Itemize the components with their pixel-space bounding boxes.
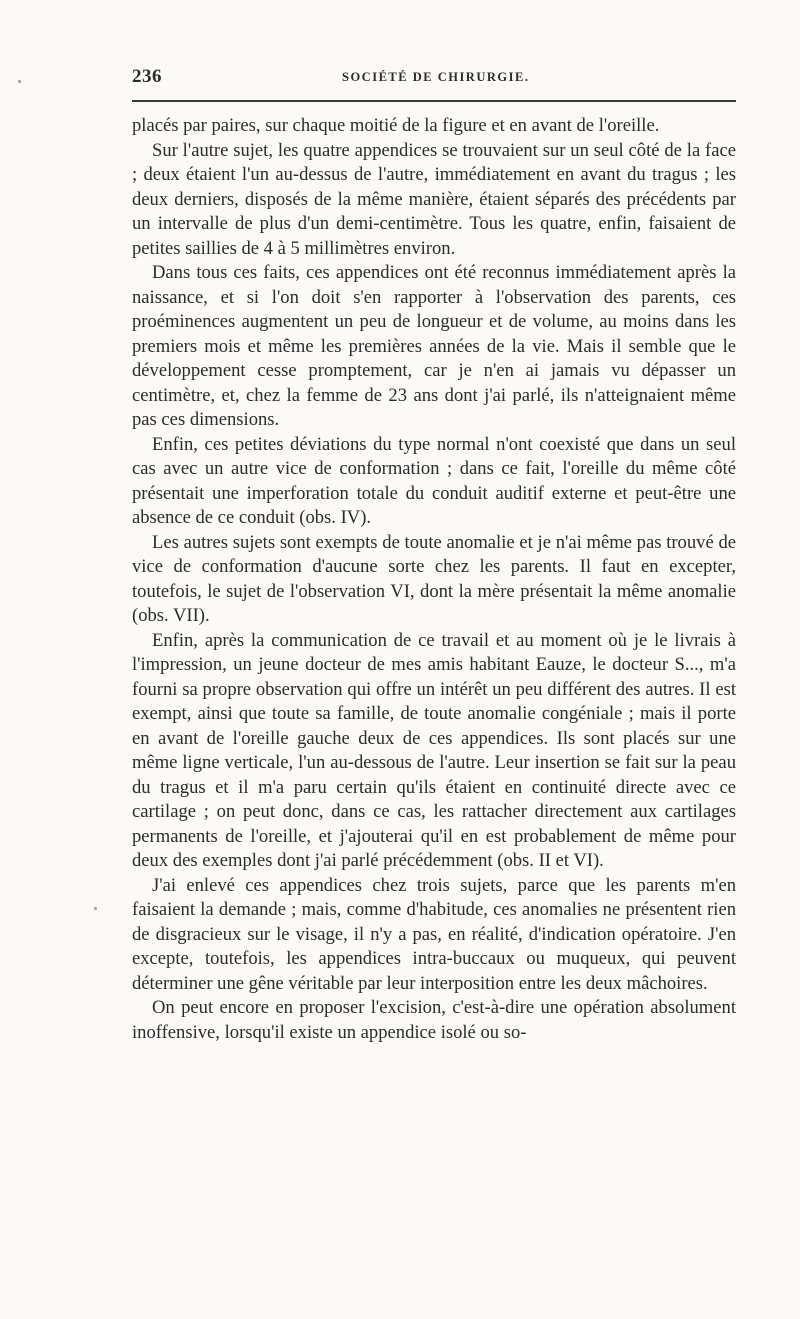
paragraph: Dans tous ces faits, ces appendices ont été reconnus immédiatement après la naissance, et si l'on doit s'en rapporter à l'observation des parents, ces proéminences augmentent un peu de longueur et de volume, au moins dans les premiers mois et même les premières années de la vie. Mais il semble que le développement cesse promptement, car je n'en ai jamais vu dépasser un centimètre, et, chez la femme de 23 ans dont j'ai parlé, ils n'atteignaient même pas ces dimensions.: [132, 262, 736, 430]
paragraph: Enfin, ces petites déviations du type normal n'ont coexisté que dans un seul cas avec un autre vice de conformation ; dans ce fait, l'oreille du même côté présentait une imperforation totale du conduit auditif externe et peut-être une absence de ce conduit (obs. IV).: [132, 433, 736, 528]
page-header: [132, 66, 736, 94]
paragraph: Sur l'autre sujet, les quatre appendices se trouvaient sur un seul côté de la face ; deux étaient l'un au-dessus de l'autre, immédiatement en avant du tragus ; les deux derniers, disposés de la même manière, étaient séparés des précédents par un intervalle de plus d'un demi-centimètre. Tous les quatre, enfin, faisaient de petites saillies de 4 à 5 millimètres environ.: [132, 139, 736, 259]
body-text: [132, 114, 736, 1045]
page-number: 236: [132, 66, 162, 87]
paragraph: Enfin, après la communication de ce travail et au moment où je le livrais à l'impression, un jeune docteur de mes amis habitant Eauze, le docteur S..., m'a fourni sa propre observation qui offre un intérêt un peu différent des autres. Il est exempt, ainsi que toute sa famille, de toute anomalie congéniale ; mais il porte en avant de l'oreille gauche deux de ces appendices. Ils sont placés sur une même ligne verticale, l'un au-dessous de l'autre. Leur insertion se fait sur la peau du tragus et il m'a paru certain qu'ils étaient en continuité directe avec ce cartilage ; on peut donc, dans ce cas, les rattacher directement aux cartilages permanents de l'oreille, et j'ajouterai qu'il en est probablement de même pour deux des exemples dont j'ai parlé précédemment (obs. II et VI).: [132, 629, 736, 871]
paragraph: J'ai enlevé ces appendices chez trois sujets, parce que les parents m'en faisaient la demande ; mais, comme d'habitude, ces anomalies ne présentent rien de disgracieux sur le visage, il n'y a pas, en réalité, d'indication opératoire. J'en excepte, toutefois, les appendices intra-buccaux ou muqueux, qui peuvent déterminer une gêne véritable par leur interposition entre les deux mâchoires.: [132, 874, 736, 994]
running-head: SOCIÉTÉ DE CHIRURGIE.: [342, 70, 530, 84]
paragraph-continuation: placés par paires, sur chaque moitié de la figure et en avant de l'oreille.: [132, 115, 660, 136]
margin-speck: [18, 80, 21, 83]
header-rule: [132, 100, 736, 102]
margin-speck: [94, 907, 97, 910]
paragraph: Les autres sujets sont exempts de toute anomalie et je n'ai même pas trouvé de vice de conformation d'aucune sorte chez les parents. Il faut en excepter, toutefois, le sujet de l'observation VI, dont la mère présentait la même anomalie (obs. VII).: [132, 531, 736, 626]
paragraph: On peut encore en proposer l'excision, c'est-à-dire une opération absolument inoffensive, lorsqu'il existe un appendice isolé ou so-: [132, 997, 736, 1043]
